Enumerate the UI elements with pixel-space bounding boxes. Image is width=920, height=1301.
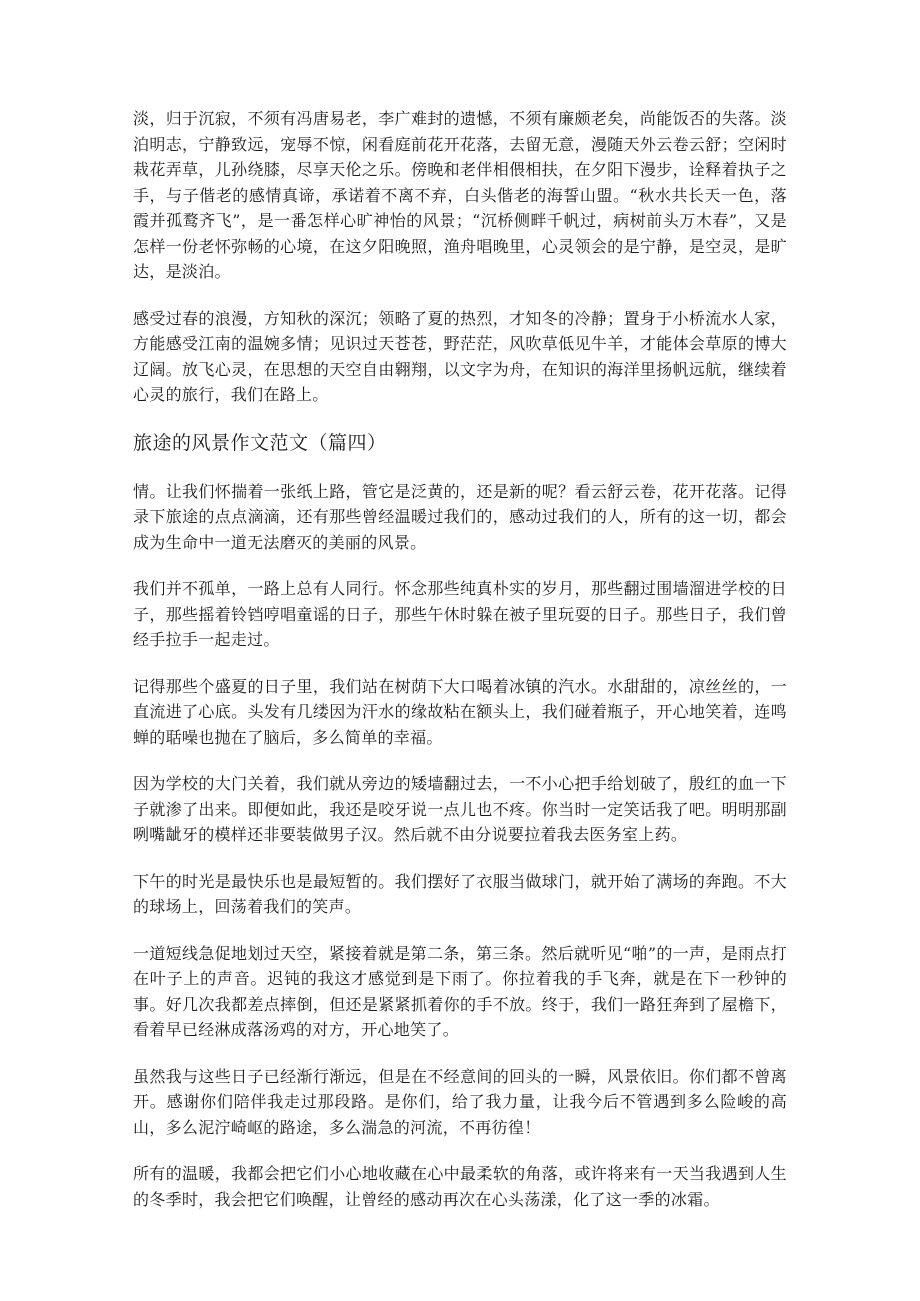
paragraph: 淡，归于沉寂，不须有冯唐易老，李广难封的遗憾，不须有廉颇老矣，尚能饭否的失落。淡泊明志，宁静致远，宠辱不惊，闲看庭前花开花落，去留无意，漫随天外云卷云舒；空闲时栽花弄草，儿孙绕膝，尽享天伦之乐。傍晚和老伴相偎相扶，在夕阳下漫步，诠释着执子之手，与子偕老的感情真谛，承诺着不离不弃，白头偕老的海誓山盟。“秋水共长天一色，落霞并孤鹜齐飞”，是一番怎样心旷神怡的风景；“沉桥侧畔千帆过，病树前头万木春”，又是怎样一份老怀弥畅的心境，在这夕阳晚照，渔舟唱晚里，心灵领会的是宁静，是空灵，是旷达，是淡泊。 <box>133 109 787 281</box>
paragraph: 虽然我与这些日子已经渐行渐远，但是在不经意间的回头的一瞬，风景依旧。你们都不曾离开。感谢你们陪伴我走过那段路。是你们，给了我力量，让我今后不管遇到多么险峻的高山，多么泥泞崎岖的路途，多么湍急的河流，不再彷徨！ <box>133 1066 787 1137</box>
paragraph: 情。让我们怀揣着一张纸上路，管它是泛黄的，还是新的呢？看云舒云卷，花开花落。记得录下旅途的点点滴滴，还有那些曾经温暖过我们的，感动过我们的人，所有的这一切，都会成为生命中一道无法磨灭的美丽的风景。 <box>133 481 787 552</box>
paragraph: 记得那些个盛夏的日子里，我们站在树荫下大口喝着冰镇的汽水。水甜甜的，凉丝丝的，一直流进了心底。头发有几缕因为汗水的缘故粘在额头上，我们碰着瓶子，开心地笑着，连鸣蝉的聒噪也抛在了脑后，多么简单的幸福。 <box>133 676 787 747</box>
paragraph: 我们并不孤单，一路上总有人同行。怀念那些纯真朴实的岁月，那些翻过围墙溜进学校的日子，那些摇着铃铛哼唱童谣的日子，那些午休时躲在被子里玩耍的日子。那些日子，我们曾经手拉手一起走过。 <box>133 579 787 649</box>
document-body <box>133 106 787 1233</box>
paragraph: 感受过春的浪漫，方知秋的深沉；领略了夏的热烈，才知冬的冷静；置身于小桥流水人家，方能感受江南的温婉多情；见识过天苍苍，野茫茫，风吹草低见牛羊，才能体会草原的博大辽阔。放飞心灵，在思想的天空自由翱翔，以文字为舟，在知识的海洋里扬帆远航，继续着心灵的旅行，我们在路上。 <box>133 308 787 404</box>
paragraph: 所有的温暖，我都会把它们小心地收藏在心中最柔软的角落，或许将来有一天当我遇到人生的冬季时，我会把它们唤醒，让曾经的感动再次在心头荡漾，化了这一季的冰霜。 <box>133 1164 787 1209</box>
paragraph: 一道短线急促地划过天空，紧接着就是第二条，第三条。然后就听见“啪”的一声，是雨点打在叶子上的声音。迟钝的我这才感觉到是下雨了。你拉着我的手飞奔，就是在下一秒钟的事。好几次我都差点摔倒，但还是紧紧抓着你的手不放。终于，我们一路狂奔到了屋檐下，看着早已经淋成落汤鸡的对方，开心地笑了。 <box>133 943 787 1039</box>
section-heading: 旅途的风景作文范文（篇四） <box>133 431 387 454</box>
paragraph: 因为学校的大门关着，我们就从旁边的矮墙翻过去，一不小心把手给划破了，殷红的血一下子就渗了出来。即便如此，我还是咬牙说一点儿也不疼。你当时一定笑话我了吧。明明那副咧嘴龇牙的模样还非要装做男子汉。然后就不由分说要拉着我去医务室上药。 <box>133 774 787 844</box>
paragraph: 下午的时光是最快乐也是最短暂的。我们摆好了衣服当做球门，就开始了满场的奔跑。不大的球场上，回荡着我们的笑声。 <box>133 871 787 916</box>
